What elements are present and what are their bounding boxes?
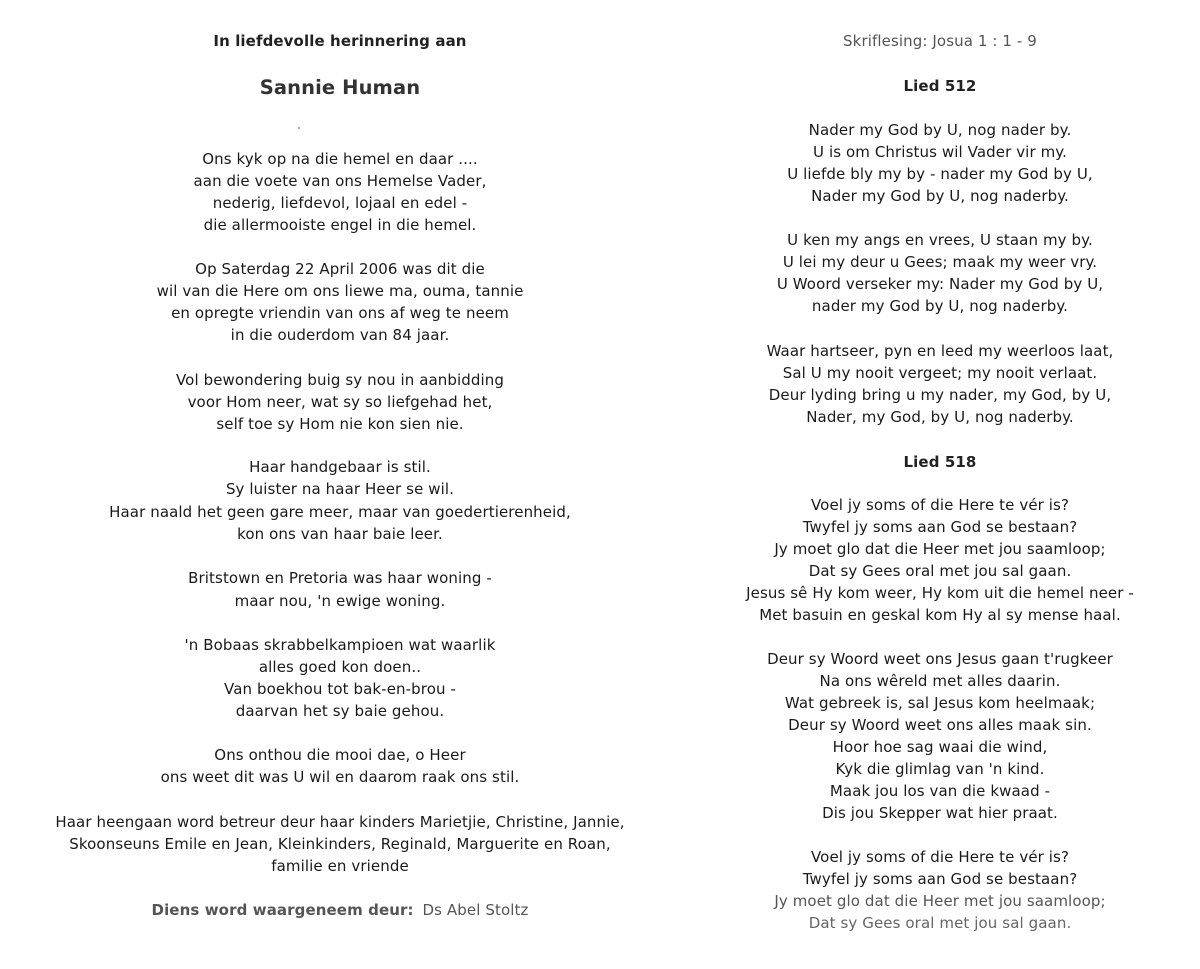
- memorial-header: In liefdevolle herinnering aan: [213, 32, 467, 50]
- hymn-line: Deur sy Woord weet ons Jesus gaan t'rugkeer: [767, 650, 1113, 668]
- passing-line: wil van die Here om ons liewe ma, ouma, tannie: [156, 282, 524, 300]
- handwork-line: Haar handgebaar is stil.: [249, 458, 431, 476]
- hymn-line: Na ons wêreld met alles daarin.: [819, 672, 1061, 690]
- handwork-line: Haar naald het geen gare meer, maar van goedertierenheid,: [109, 503, 571, 521]
- service-minister: Ds Abel Stoltz: [422, 901, 529, 919]
- homes-line: Britstown en Pretoria was haar woning -: [188, 569, 492, 587]
- poem-line: die allermooiste engel in die hemel.: [203, 216, 477, 234]
- hymn-line: U lei my deur u Gees; maak my weer vry.: [782, 253, 1098, 271]
- hymn-line: U is om Christus wil Vader vir my.: [813, 143, 1067, 161]
- hymn-line: Sal U my nooit vergeet; my nooit verlaat.: [782, 364, 1098, 382]
- scrabble-line: daarvan het sy baie gehou.: [235, 702, 445, 720]
- hymn-line: Nader, my God, by U, nog naderby.: [806, 408, 1074, 426]
- mourners-line: Skoonseuns Emile en Jean, Kleinkinders, Reginald, Marguerite en Roan,: [69, 835, 611, 853]
- hymn-line: Waar hartseer, pyn en leed my weerloos laat,: [766, 342, 1114, 360]
- remember-line: Ons onthou die mooi dae, o Heer: [214, 746, 466, 764]
- scrabble-line: alles goed kon doen..: [258, 658, 422, 676]
- hymn-line: Nader my God by U, nog naderby.: [811, 187, 1069, 205]
- handwork-line: kon ons van haar baie leer.: [237, 525, 443, 543]
- worship-line: self toe sy Hom nie kon sien nie.: [216, 415, 464, 433]
- hymn-title: Lied 512: [903, 77, 977, 95]
- hymn-line: Dat sy Gees oral met jou sal gaan.: [808, 562, 1072, 580]
- hymn-line: Twyfel jy soms aan God se bestaan?: [802, 870, 1078, 888]
- hymn-line: Deur sy Woord weet ons alles maak sin.: [788, 716, 1092, 734]
- hymn-line: U Woord verseker my: Nader my God by U,: [776, 275, 1104, 293]
- hymn-line: Maak jou los van die kwaad -: [829, 782, 1051, 800]
- hymn-line: Dis jou Skepper wat hier praat.: [822, 804, 1058, 822]
- poem-line: aan die voete van ons Hemelse Vader,: [193, 172, 487, 190]
- worship-line: Vol bewondering buig sy nou in aanbidding: [175, 371, 505, 389]
- mourners-line: Haar heengaan word betreur deur haar kinders Marietjie, Christine, Jannie,: [55, 813, 625, 831]
- hymn-line: Jy moet glo dat die Heer met jou saamloop;: [774, 540, 1106, 558]
- hymn-line: Wat gebreek is, sal Jesus kom heelmaak;: [784, 694, 1096, 712]
- scripture-reading: Skriflesing: Josua 1 : 1 - 9: [843, 32, 1037, 50]
- hymn-line: Kyk die glimlag van 'n kind.: [835, 760, 1045, 778]
- passing-line: Op Saterdag 22 April 2006 was dit die: [195, 260, 485, 278]
- hymn-title: Lied 518: [903, 453, 977, 471]
- hymn-line: Twyfel jy soms aan God se bestaan?: [802, 518, 1078, 536]
- service-officiant: [40, 899, 640, 921]
- hymn-line: Nader my God by U, nog nader by.: [808, 121, 1072, 139]
- hymn-line: nader my God by U, nog naderby.: [811, 297, 1069, 315]
- hymn-line: Met basuin en geskal kom Hy al sy mense haal.: [759, 606, 1121, 624]
- hymn-line: Hoor hoe sag waai die wind,: [832, 738, 1048, 756]
- hymn-line: U liefde bly my by - nader my God by U,: [787, 165, 1093, 183]
- hymn-line: Voel jy soms of die Here te vér is?: [810, 848, 1070, 866]
- mourners-line: familie en vriende: [271, 857, 409, 875]
- hymn-line: U ken my angs en vrees, U staan my by.: [787, 231, 1093, 249]
- hymn-line: Deur lyding bring u my nader, my God, by U,: [768, 386, 1112, 404]
- scrabble-line: Van boekhou tot bak-en-brou -: [224, 680, 456, 698]
- passing-line: in die ouderdom van 84 jaar.: [230, 326, 450, 344]
- hymn-line: Jy moet glo dat die Heer met jou saamloop;: [774, 892, 1106, 910]
- homes-line: maar nou, 'n ewige woning.: [234, 592, 446, 610]
- worship-line: voor Hom neer, wat sy so liefgehad het,: [187, 393, 493, 411]
- poem-line: nederig, liefdevol, lojaal en edel -: [212, 194, 468, 212]
- poem-line: Ons kyk op na die hemel en daar ....: [202, 150, 478, 168]
- scan-speck: [298, 127, 300, 129]
- remember-line: ons weet dit was U wil en daarom raak ons stil.: [160, 768, 520, 786]
- handwork-line: Sy luister na haar Heer se wil.: [225, 480, 455, 498]
- hymn-line: Dat sy Gees oral met jou sal gaan.: [808, 914, 1072, 932]
- scrabble-line: 'n Bobaas skrabbelkampioen wat waarlik: [184, 636, 496, 654]
- deceased-name: Sannie Human: [259, 76, 421, 99]
- service-label: Diens word waargeneem deur:: [151, 901, 414, 919]
- passing-line: en opregte vriendin van ons af weg te neem: [171, 304, 509, 322]
- hymn-line: Jesus sê Hy kom weer, Hy kom uit die hemel neer -: [746, 584, 1134, 602]
- hymn-line: Voel jy soms of die Here te vér is?: [810, 496, 1070, 514]
